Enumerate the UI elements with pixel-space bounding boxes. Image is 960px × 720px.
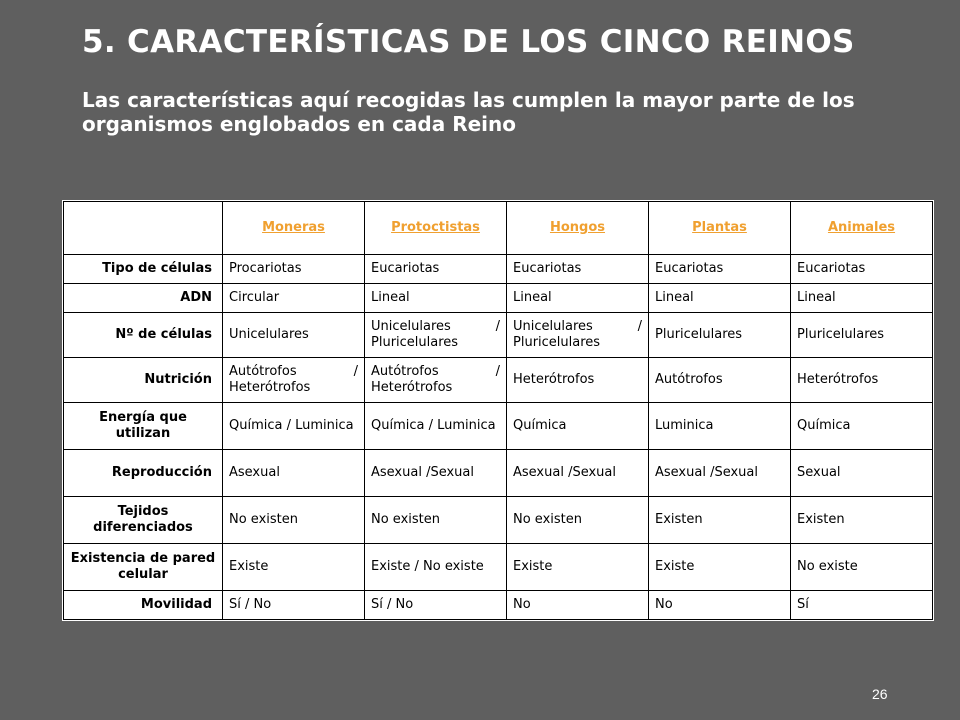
table-cell: Procariotas [223,255,364,283]
table-cell: Eucariotas [791,255,932,283]
row-label: ADN [64,284,222,312]
table-cell: Luminica [649,403,790,449]
table-cell: No existen [507,497,648,543]
table-cell: No [507,591,648,619]
table-cell: Unicelulares / Pluricelulares [365,313,506,357]
table-cell: Asexual /Sexual [507,450,648,496]
table-cell: Sí / No [365,591,506,619]
table-cell: Sexual [791,450,932,496]
row-label: Tejidos diferenciados [64,497,222,543]
table-row [64,591,932,619]
table-row [64,403,932,449]
table-cell: Unicelulares / Pluricelulares [507,313,648,357]
table-cell: No existen [223,497,364,543]
table-cell: Lineal [507,284,648,312]
table-cell: Eucariotas [365,255,506,283]
slide-subtitle: Las características aquí recogidas las cumplen la mayor parte de los organismos englobados en cada Reino [82,88,855,136]
table-cell: Eucariotas [649,255,790,283]
table-cell: Eucariotas [507,255,648,283]
table-cell: Existe [649,544,790,590]
table-cell: Autótrofos / Heterótrofos [223,358,364,402]
header-link-plantas[interactable]: Plantas [649,202,790,254]
kingdoms-table [63,201,933,620]
table-cell: Pluricelulares [791,313,932,357]
table-cell: Existen [649,497,790,543]
table-cell: Química [507,403,648,449]
table-cell: Existe [507,544,648,590]
table-cell: Asexual /Sexual [649,450,790,496]
row-label: Reproducción [64,450,222,496]
header-link-moneras[interactable]: Moneras [223,202,364,254]
row-label: Tipo de células [64,255,222,283]
table-corner-cell [64,202,222,254]
table-cell: Lineal [791,284,932,312]
page-number: 26 [872,686,888,702]
table-header-row [64,202,932,254]
table-cell: Autótrofos / Heterótrofos [365,358,506,402]
table-cell: Existe [223,544,364,590]
table-row [64,450,932,496]
row-label: Nutrición [64,358,222,402]
table-cell: Heterótrofos [507,358,648,402]
table-cell: Asexual [223,450,364,496]
table-cell: Pluricelulares [649,313,790,357]
table-row [64,358,932,402]
row-label: Nº de células [64,313,222,357]
table-cell: Química [791,403,932,449]
table-row [64,544,932,590]
table-cell: Lineal [649,284,790,312]
table-cell: Química / Luminica [365,403,506,449]
header-link-animales[interactable]: Animales [791,202,932,254]
slide-title: 5. CARACTERÍSTICAS DE LOS CINCO REINOS [82,24,855,60]
table-cell: Heterótrofos [791,358,932,402]
row-label: Movilidad [64,591,222,619]
table-cell: Existe / No existe [365,544,506,590]
table-cell: Sí / No [223,591,364,619]
table-row [64,255,932,283]
table-cell: Química / Luminica [223,403,364,449]
row-label: Existencia de pared celular [64,544,222,590]
header-link-protoctistas[interactable]: Protoctistas [365,202,506,254]
row-label: Energía que utilizan [64,403,222,449]
table-cell: Asexual /Sexual [365,450,506,496]
table-cell: Unicelulares [223,313,364,357]
table-cell: Circular [223,284,364,312]
table-row [64,284,932,312]
table-cell: No existe [791,544,932,590]
table-cell: No existen [365,497,506,543]
table-cell: No [649,591,790,619]
table-row [64,497,932,543]
table-cell: Autótrofos [649,358,790,402]
kingdoms-table-wrapper [62,200,934,621]
table-row [64,313,932,357]
header-link-hongos[interactable]: Hongos [507,202,648,254]
table-cell: Sí [791,591,932,619]
table-cell: Lineal [365,284,506,312]
table-cell: Existen [791,497,932,543]
